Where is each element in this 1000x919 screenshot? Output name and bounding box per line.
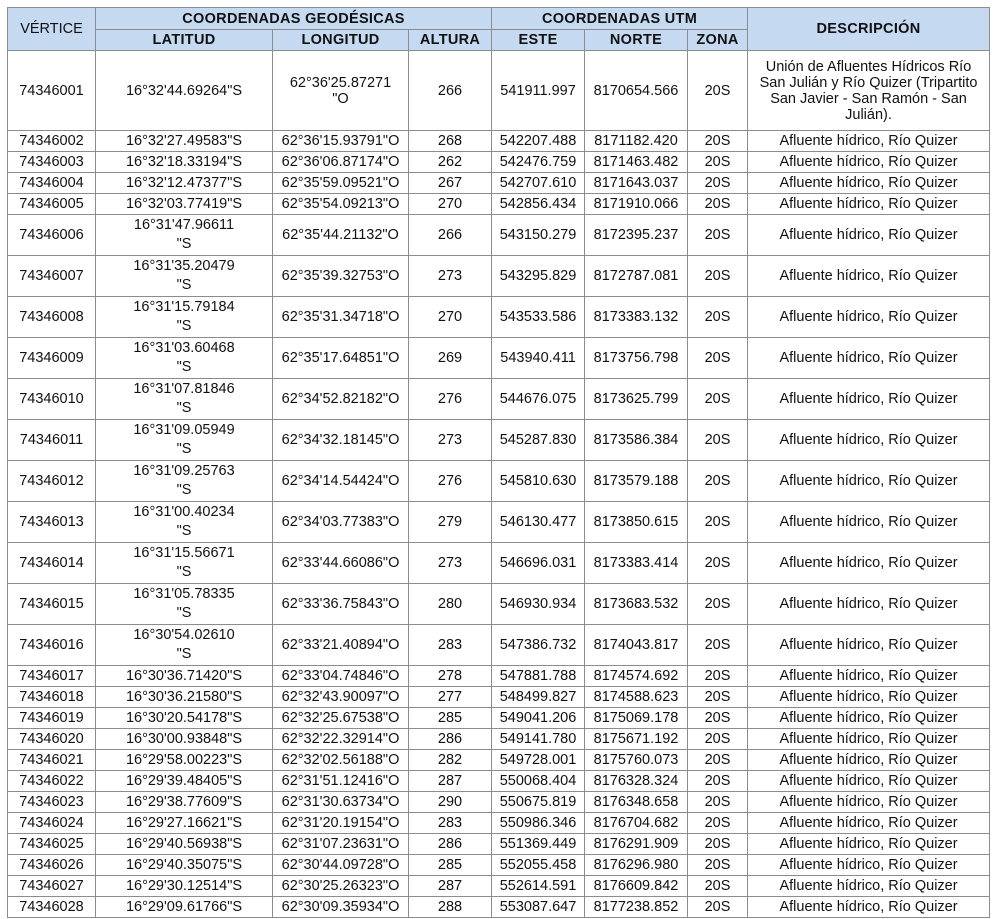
cell-altura: 270 xyxy=(409,297,492,338)
cell-longitud: 62°36'25.87271 "O xyxy=(273,51,409,131)
cell-vertice: 74346023 xyxy=(8,792,96,813)
cell-vertice: 74346028 xyxy=(8,897,96,918)
cell-vertice: 74346016 xyxy=(8,625,96,666)
cell-longitud: 62°33'04.74846"O xyxy=(273,666,409,687)
cell-vertice: 74346013 xyxy=(8,502,96,543)
cell-zona: 20S xyxy=(688,813,748,834)
table-row xyxy=(8,708,990,729)
cell-longitud: 62°30'25.26323"O xyxy=(273,876,409,897)
cell-descripcion: Afluente hídrico, Río Quizer xyxy=(748,897,990,918)
cell-latitud: 16°32'27.49583"S xyxy=(96,131,273,152)
cell-norte: 8176296.980 xyxy=(585,855,688,876)
cell-altura: 287 xyxy=(409,771,492,792)
cell-descripcion: Afluente hídrico, Río Quizer xyxy=(748,687,990,708)
cell-descripcion: Afluente hídrico, Río Quizer xyxy=(748,256,990,297)
cell-altura: 285 xyxy=(409,855,492,876)
table-row xyxy=(8,584,990,625)
cell-este: 543533.586 xyxy=(492,297,585,338)
cell-longitud: 62°35'44.21132"O xyxy=(273,215,409,256)
cell-vertice: 74346027 xyxy=(8,876,96,897)
cell-norte: 8172787.081 xyxy=(585,256,688,297)
cell-zona: 20S xyxy=(688,729,748,750)
cell-este: 546696.031 xyxy=(492,543,585,584)
cell-zona: 20S xyxy=(688,792,748,813)
cell-latitud: 16°29'40.35075"S xyxy=(96,855,273,876)
cell-norte: 8175069.178 xyxy=(585,708,688,729)
cell-descripcion: Afluente hídrico, Río Quizer xyxy=(748,855,990,876)
cell-norte: 8174043.817 xyxy=(585,625,688,666)
cell-latitud: 16°31'03.60468 "S xyxy=(96,338,273,379)
cell-norte: 8173383.132 xyxy=(585,297,688,338)
cell-longitud: 62°30'09.35934"O xyxy=(273,897,409,918)
cell-latitud: 16°31'09.05949 "S xyxy=(96,420,273,461)
cell-vertice: 74346008 xyxy=(8,297,96,338)
cell-longitud: 62°31'20.19154"O xyxy=(273,813,409,834)
cell-norte: 8171463.482 xyxy=(585,152,688,173)
cell-norte: 8173625.799 xyxy=(585,379,688,420)
cell-vertice: 74346009 xyxy=(8,338,96,379)
cell-latitud: 16°32'44.69264"S xyxy=(96,51,273,131)
cell-altura: 273 xyxy=(409,256,492,297)
cell-descripcion: Afluente hídrico, Río Quizer xyxy=(748,173,990,194)
cell-altura: 269 xyxy=(409,338,492,379)
cell-altura: 277 xyxy=(409,687,492,708)
header-longitud: LONGITUD xyxy=(273,30,409,51)
cell-descripcion: Afluente hídrico, Río Quizer xyxy=(748,813,990,834)
cell-norte: 8173383.414 xyxy=(585,543,688,584)
cell-latitud: 16°31'15.56671 "S xyxy=(96,543,273,584)
table-row xyxy=(8,131,990,152)
cell-este: 545810.630 xyxy=(492,461,585,502)
cell-latitud: 16°29'38.77609"S xyxy=(96,792,273,813)
cell-descripcion: Afluente hídrico, Río Quizer xyxy=(748,338,990,379)
cell-norte: 8177238.852 xyxy=(585,897,688,918)
cell-latitud: 16°32'12.47377"S xyxy=(96,173,273,194)
cell-altura: 287 xyxy=(409,876,492,897)
cell-norte: 8171910.066 xyxy=(585,194,688,215)
cell-altura: 286 xyxy=(409,729,492,750)
cell-este: 551369.449 xyxy=(492,834,585,855)
cell-altura: 282 xyxy=(409,750,492,771)
cell-latitud: 16°32'03.77419"S xyxy=(96,194,273,215)
cell-latitud: 16°29'27.16621"S xyxy=(96,813,273,834)
table-row xyxy=(8,729,990,750)
cell-zona: 20S xyxy=(688,687,748,708)
cell-vertice: 74346007 xyxy=(8,256,96,297)
cell-latitud: 16°29'09.61766"S xyxy=(96,897,273,918)
cell-norte: 8173683.532 xyxy=(585,584,688,625)
cell-longitud: 62°30'44.09728"O xyxy=(273,855,409,876)
cell-norte: 8175760.073 xyxy=(585,750,688,771)
cell-altura: 286 xyxy=(409,834,492,855)
cell-zona: 20S xyxy=(688,297,748,338)
cell-zona: 20S xyxy=(688,420,748,461)
cell-este: 550068.404 xyxy=(492,771,585,792)
cell-altura: 283 xyxy=(409,813,492,834)
cell-vertice: 74346003 xyxy=(8,152,96,173)
cell-longitud: 62°35'59.09521"O xyxy=(273,173,409,194)
table-row xyxy=(8,876,990,897)
table-row xyxy=(8,897,990,918)
table-header xyxy=(8,8,990,51)
table-row xyxy=(8,215,990,256)
cell-norte: 8175671.192 xyxy=(585,729,688,750)
cell-este: 546130.477 xyxy=(492,502,585,543)
cell-zona: 20S xyxy=(688,173,748,194)
cell-longitud: 62°32'25.67538"O xyxy=(273,708,409,729)
cell-descripcion: Afluente hídrico, Río Quizer xyxy=(748,420,990,461)
cell-vertice: 74346022 xyxy=(8,771,96,792)
cell-este: 552055.458 xyxy=(492,855,585,876)
cell-zona: 20S xyxy=(688,215,748,256)
cell-este: 543150.279 xyxy=(492,215,585,256)
cell-latitud: 16°30'36.21580"S xyxy=(96,687,273,708)
cell-descripcion: Afluente hídrico, Río Quizer xyxy=(748,729,990,750)
cell-norte: 8173756.798 xyxy=(585,338,688,379)
cell-latitud: 16°31'15.79184 "S xyxy=(96,297,273,338)
cell-latitud: 16°31'47.96611 "S xyxy=(96,215,273,256)
cell-zona: 20S xyxy=(688,771,748,792)
cell-longitud: 62°31'51.12416"O xyxy=(273,771,409,792)
cell-norte: 8176704.682 xyxy=(585,813,688,834)
cell-zona: 20S xyxy=(688,584,748,625)
cell-descripcion: Afluente hídrico, Río Quizer xyxy=(748,194,990,215)
cell-vertice: 74346004 xyxy=(8,173,96,194)
cell-altura: 276 xyxy=(409,461,492,502)
cell-altura: 273 xyxy=(409,420,492,461)
cell-longitud: 62°35'17.64851"O xyxy=(273,338,409,379)
cell-latitud: 16°30'36.71420"S xyxy=(96,666,273,687)
cell-altura: 279 xyxy=(409,502,492,543)
cell-altura: 268 xyxy=(409,131,492,152)
cell-vertice: 74346026 xyxy=(8,855,96,876)
cell-longitud: 62°35'54.09213"O xyxy=(273,194,409,215)
cell-este: 542856.434 xyxy=(492,194,585,215)
cell-zona: 20S xyxy=(688,51,748,131)
cell-longitud: 62°36'15.93791"O xyxy=(273,131,409,152)
cell-este: 549728.001 xyxy=(492,750,585,771)
cell-norte: 8171643.037 xyxy=(585,173,688,194)
header-coordenadas-geodesicas: COORDENADAS GEODÉSICAS xyxy=(96,8,492,30)
cell-latitud: 16°30'00.93848"S xyxy=(96,729,273,750)
cell-descripcion: Afluente hídrico, Río Quizer xyxy=(748,379,990,420)
cell-este: 544676.075 xyxy=(492,379,585,420)
cell-altura: 267 xyxy=(409,173,492,194)
cell-zona: 20S xyxy=(688,502,748,543)
table-row xyxy=(8,420,990,461)
cell-este: 549041.206 xyxy=(492,708,585,729)
cell-descripcion: Afluente hídrico, Río Quizer xyxy=(748,584,990,625)
cell-latitud: 16°31'09.25763 "S xyxy=(96,461,273,502)
table-row xyxy=(8,502,990,543)
cell-altura: 280 xyxy=(409,584,492,625)
header-zona: ZONA xyxy=(688,30,748,51)
cell-este: 550675.819 xyxy=(492,792,585,813)
cell-zona: 20S xyxy=(688,625,748,666)
cell-norte: 8174574.692 xyxy=(585,666,688,687)
table-row xyxy=(8,750,990,771)
cell-altura: 262 xyxy=(409,152,492,173)
cell-latitud: 16°31'35.20479 "S xyxy=(96,256,273,297)
cell-latitud: 16°30'54.02610 "S xyxy=(96,625,273,666)
cell-este: 542476.759 xyxy=(492,152,585,173)
cell-longitud: 62°33'21.40894"O xyxy=(273,625,409,666)
cell-zona: 20S xyxy=(688,131,748,152)
cell-descripcion: Afluente hídrico, Río Quizer xyxy=(748,876,990,897)
cell-longitud: 62°35'39.32753"O xyxy=(273,256,409,297)
coordinates-table-wrapper xyxy=(7,7,990,918)
cell-longitud: 62°33'36.75843"O xyxy=(273,584,409,625)
cell-este: 542707.610 xyxy=(492,173,585,194)
cell-altura: 266 xyxy=(409,215,492,256)
table-row xyxy=(8,813,990,834)
cell-zona: 20S xyxy=(688,543,748,584)
table-row xyxy=(8,687,990,708)
cell-descripcion: Afluente hídrico, Río Quizer xyxy=(748,834,990,855)
cell-descripcion: Afluente hídrico, Río Quizer xyxy=(748,771,990,792)
table-row xyxy=(8,173,990,194)
cell-vertice: 74346005 xyxy=(8,194,96,215)
cell-zona: 20S xyxy=(688,461,748,502)
cell-vertice: 74346001 xyxy=(8,51,96,131)
cell-este: 550986.346 xyxy=(492,813,585,834)
cell-este: 547881.788 xyxy=(492,666,585,687)
cell-longitud: 62°32'43.90097"O xyxy=(273,687,409,708)
cell-descripcion: Afluente hídrico, Río Quizer xyxy=(748,792,990,813)
cell-longitud: 62°34'52.82182"O xyxy=(273,379,409,420)
cell-longitud: 62°34'03.77383"O xyxy=(273,502,409,543)
cell-longitud: 62°32'22.32914"O xyxy=(273,729,409,750)
coordinates-table xyxy=(7,7,990,918)
cell-descripcion: Afluente hídrico, Río Quizer xyxy=(748,625,990,666)
header-norte: NORTE xyxy=(585,30,688,51)
cell-vertice: 74346012 xyxy=(8,461,96,502)
cell-descripcion: Unión de Afluentes Hídricos Río San Julián y Río Quizer (Tripartito San Javier - San Ramón - San Julián). xyxy=(748,51,990,131)
cell-altura: 273 xyxy=(409,543,492,584)
cell-norte: 8171182.420 xyxy=(585,131,688,152)
cell-este: 543295.829 xyxy=(492,256,585,297)
cell-norte: 8173579.188 xyxy=(585,461,688,502)
cell-vertice: 74346002 xyxy=(8,131,96,152)
cell-este: 547386.732 xyxy=(492,625,585,666)
table-row xyxy=(8,771,990,792)
table-row xyxy=(8,543,990,584)
cell-vertice: 74346010 xyxy=(8,379,96,420)
table-row xyxy=(8,194,990,215)
table-row xyxy=(8,256,990,297)
cell-altura: 285 xyxy=(409,708,492,729)
cell-latitud: 16°30'20.54178"S xyxy=(96,708,273,729)
cell-descripcion: Afluente hídrico, Río Quizer xyxy=(748,666,990,687)
cell-norte: 8176348.658 xyxy=(585,792,688,813)
cell-zona: 20S xyxy=(688,750,748,771)
cell-descripcion: Afluente hídrico, Río Quizer xyxy=(748,502,990,543)
cell-altura: 276 xyxy=(409,379,492,420)
header-este: ESTE xyxy=(492,30,585,51)
cell-descripcion: Afluente hídrico, Río Quizer xyxy=(748,152,990,173)
cell-latitud: 16°31'07.81846 "S xyxy=(96,379,273,420)
cell-longitud: 62°32'02.56188"O xyxy=(273,750,409,771)
table-row xyxy=(8,666,990,687)
cell-este: 543940.411 xyxy=(492,338,585,379)
cell-zona: 20S xyxy=(688,855,748,876)
cell-altura: 266 xyxy=(409,51,492,131)
cell-vertice: 74346021 xyxy=(8,750,96,771)
header-altura: ALTURA xyxy=(409,30,492,51)
cell-este: 548499.827 xyxy=(492,687,585,708)
cell-vertice: 74346019 xyxy=(8,708,96,729)
cell-vertice: 74346025 xyxy=(8,834,96,855)
cell-descripcion: Afluente hídrico, Río Quizer xyxy=(748,750,990,771)
cell-norte: 8173850.615 xyxy=(585,502,688,543)
cell-vertice: 74346024 xyxy=(8,813,96,834)
cell-zona: 20S xyxy=(688,708,748,729)
table-row xyxy=(8,792,990,813)
cell-este: 552614.591 xyxy=(492,876,585,897)
header-coordenadas-utm: COORDENADAS UTM xyxy=(492,8,748,30)
cell-norte: 8170654.566 xyxy=(585,51,688,131)
cell-este: 542207.488 xyxy=(492,131,585,152)
cell-zona: 20S xyxy=(688,379,748,420)
cell-longitud: 62°35'31.34718"O xyxy=(273,297,409,338)
cell-vertice: 74346017 xyxy=(8,666,96,687)
header-vertice: VÉRTICE xyxy=(8,8,96,51)
table-body xyxy=(8,51,990,918)
cell-norte: 8173586.384 xyxy=(585,420,688,461)
cell-latitud: 16°31'00.40234 "S xyxy=(96,502,273,543)
cell-vertice: 74346014 xyxy=(8,543,96,584)
cell-zona: 20S xyxy=(688,338,748,379)
cell-zona: 20S xyxy=(688,666,748,687)
cell-este: 545287.830 xyxy=(492,420,585,461)
table-row xyxy=(8,625,990,666)
cell-vertice: 74346018 xyxy=(8,687,96,708)
cell-longitud: 62°34'32.18145"O xyxy=(273,420,409,461)
cell-descripcion: Afluente hídrico, Río Quizer xyxy=(748,297,990,338)
cell-latitud: 16°29'40.56938"S xyxy=(96,834,273,855)
cell-norte: 8176291.909 xyxy=(585,834,688,855)
cell-norte: 8176609.842 xyxy=(585,876,688,897)
cell-vertice: 74346015 xyxy=(8,584,96,625)
cell-zona: 20S xyxy=(688,897,748,918)
cell-zona: 20S xyxy=(688,834,748,855)
cell-longitud: 62°31'30.63734"O xyxy=(273,792,409,813)
header-latitud: LATITUD xyxy=(96,30,273,51)
cell-vertice: 74346006 xyxy=(8,215,96,256)
cell-norte: 8174588.623 xyxy=(585,687,688,708)
cell-descripcion: Afluente hídrico, Río Quizer xyxy=(748,461,990,502)
cell-descripcion: Afluente hídrico, Río Quizer xyxy=(748,708,990,729)
cell-vertice: 74346020 xyxy=(8,729,96,750)
cell-latitud: 16°31'05.78335 "S xyxy=(96,584,273,625)
cell-norte: 8172395.237 xyxy=(585,215,688,256)
cell-vertice: 74346011 xyxy=(8,420,96,461)
cell-altura: 288 xyxy=(409,897,492,918)
cell-longitud: 62°34'14.54424"O xyxy=(273,461,409,502)
cell-latitud: 16°32'18.33194"S xyxy=(96,152,273,173)
cell-zona: 20S xyxy=(688,194,748,215)
table-row xyxy=(8,338,990,379)
table-row xyxy=(8,379,990,420)
cell-latitud: 16°29'58.00223"S xyxy=(96,750,273,771)
table-row xyxy=(8,855,990,876)
cell-latitud: 16°29'30.12514"S xyxy=(96,876,273,897)
cell-latitud: 16°29'39.48405"S xyxy=(96,771,273,792)
cell-norte: 8176328.324 xyxy=(585,771,688,792)
table-row xyxy=(8,461,990,502)
cell-altura: 270 xyxy=(409,194,492,215)
cell-este: 549141.780 xyxy=(492,729,585,750)
cell-altura: 290 xyxy=(409,792,492,813)
cell-este: 553087.647 xyxy=(492,897,585,918)
cell-longitud: 62°33'44.66086"O xyxy=(273,543,409,584)
cell-longitud: 62°31'07.23631"O xyxy=(273,834,409,855)
cell-zona: 20S xyxy=(688,256,748,297)
cell-altura: 283 xyxy=(409,625,492,666)
cell-zona: 20S xyxy=(688,876,748,897)
table-row xyxy=(8,51,990,131)
cell-altura: 278 xyxy=(409,666,492,687)
table-row xyxy=(8,297,990,338)
cell-descripcion: Afluente hídrico, Río Quizer xyxy=(748,543,990,584)
cell-este: 546930.934 xyxy=(492,584,585,625)
cell-este: 541911.997 xyxy=(492,51,585,131)
cell-descripcion: Afluente hídrico, Río Quizer xyxy=(748,131,990,152)
cell-zona: 20S xyxy=(688,152,748,173)
cell-descripcion: Afluente hídrico, Río Quizer xyxy=(748,215,990,256)
cell-longitud: 62°36'06.87174"O xyxy=(273,152,409,173)
table-row xyxy=(8,152,990,173)
header-descripcion: DESCRIPCIÓN xyxy=(748,8,990,51)
table-row xyxy=(8,834,990,855)
